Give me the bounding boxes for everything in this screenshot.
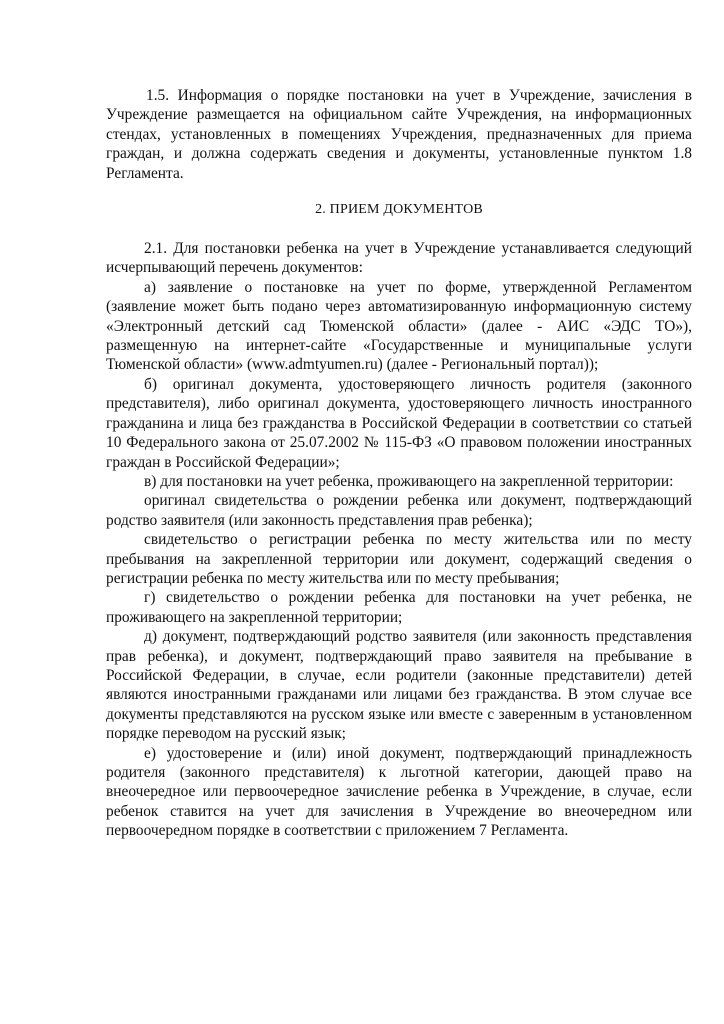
paragraph-2-1: 2.1. Для постановки ребенка на учет в Учреждение устанавливается следующий исчерпывающий перечень документов: <box>106 240 692 277</box>
list-item-v-birth-certificate: оригинал свидетельства о рождении ребенка или документ, подтверждающий родство заявителя (или законность представления прав ребенка); <box>106 492 692 529</box>
list-item-a: а) заявление о постановке на учет по форме, утвержденной Регламентом (заявление может быть подано через автоматизированную информационную систему «Электронный детский сад Тюменской области» (далее - АИС «ЭДС ТО»), размещенную на интернет-сайте «Государственные и муниципальные услуги Тюменской области» (www.admtyumen.ru) (далее - Региональный портал)); <box>106 278 692 374</box>
list-item-v: в) для постановки на учет ребенка, проживающего на закрепленной территории: <box>144 472 674 490</box>
list-item-g: г) свидетельство о рождении ребенка для постановки на учет ребенка, не проживающего на закрепленной территории; <box>106 589 692 626</box>
list-item-d: д) документ, подтверждающий родство заявителя (или законность представления прав ребенка), и документ, подтверждающий право заявителя на пребывание в Российской Федерации, в случае, если родители (законные представители) детей являются иностранными гражданами или лицами без гражданства. В этом случае все документы представляются на русском языке или вместе с заверенным в установленном порядке переводом на русский язык; <box>106 628 692 743</box>
list-item-e: е) удостоверение и (или) иной документ, подтверждающий принадлежность родителя (законного представителя) к льготной категории, дающей право на внеочередное или первоочередное зачисление ребенка в Учреждение, в случае, если ребенок ставится на учет для зачисления в Учреждение во внеочередном или первоочередном порядке в соответствии с приложением 7 Регламента. <box>106 744 692 840</box>
document-page <box>106 86 692 841</box>
section-heading: 2. ПРИЕМ ДОКУМЕНТОВ <box>315 202 483 218</box>
paragraph-1-5: 1.5. Информация о порядке постановки на учет в Учреждение, зачисления в Учреждение размещается на официальном сайте Учреждения, на информационных стендах, установленных в помещениях Учреждения, предназначенных для приема граждан, и должна содержать сведения и документы, установленные пунктом 1.8 Регламента. <box>106 87 692 182</box>
list-item-v-registration: свидетельство о регистрации ребенка по месту жительства или по месту пребывания на закрепленной территории или документ, содержащий сведения о регистрации ребенка по месту жительства или по месту пребывания; <box>106 531 692 587</box>
list-item-b: б) оригинал документа, удостоверяющего личность родителя (законного представителя), либо оригинал документа, удостоверяющего личность иностранного гражданина и лица без гражданства в Российской Федерации в соответствии со статьей 10 Федерального закона от 25.07.2002 № 115-ФЗ «О правовом положении иностранных граждан в Российской Федерации»; <box>106 375 692 471</box>
